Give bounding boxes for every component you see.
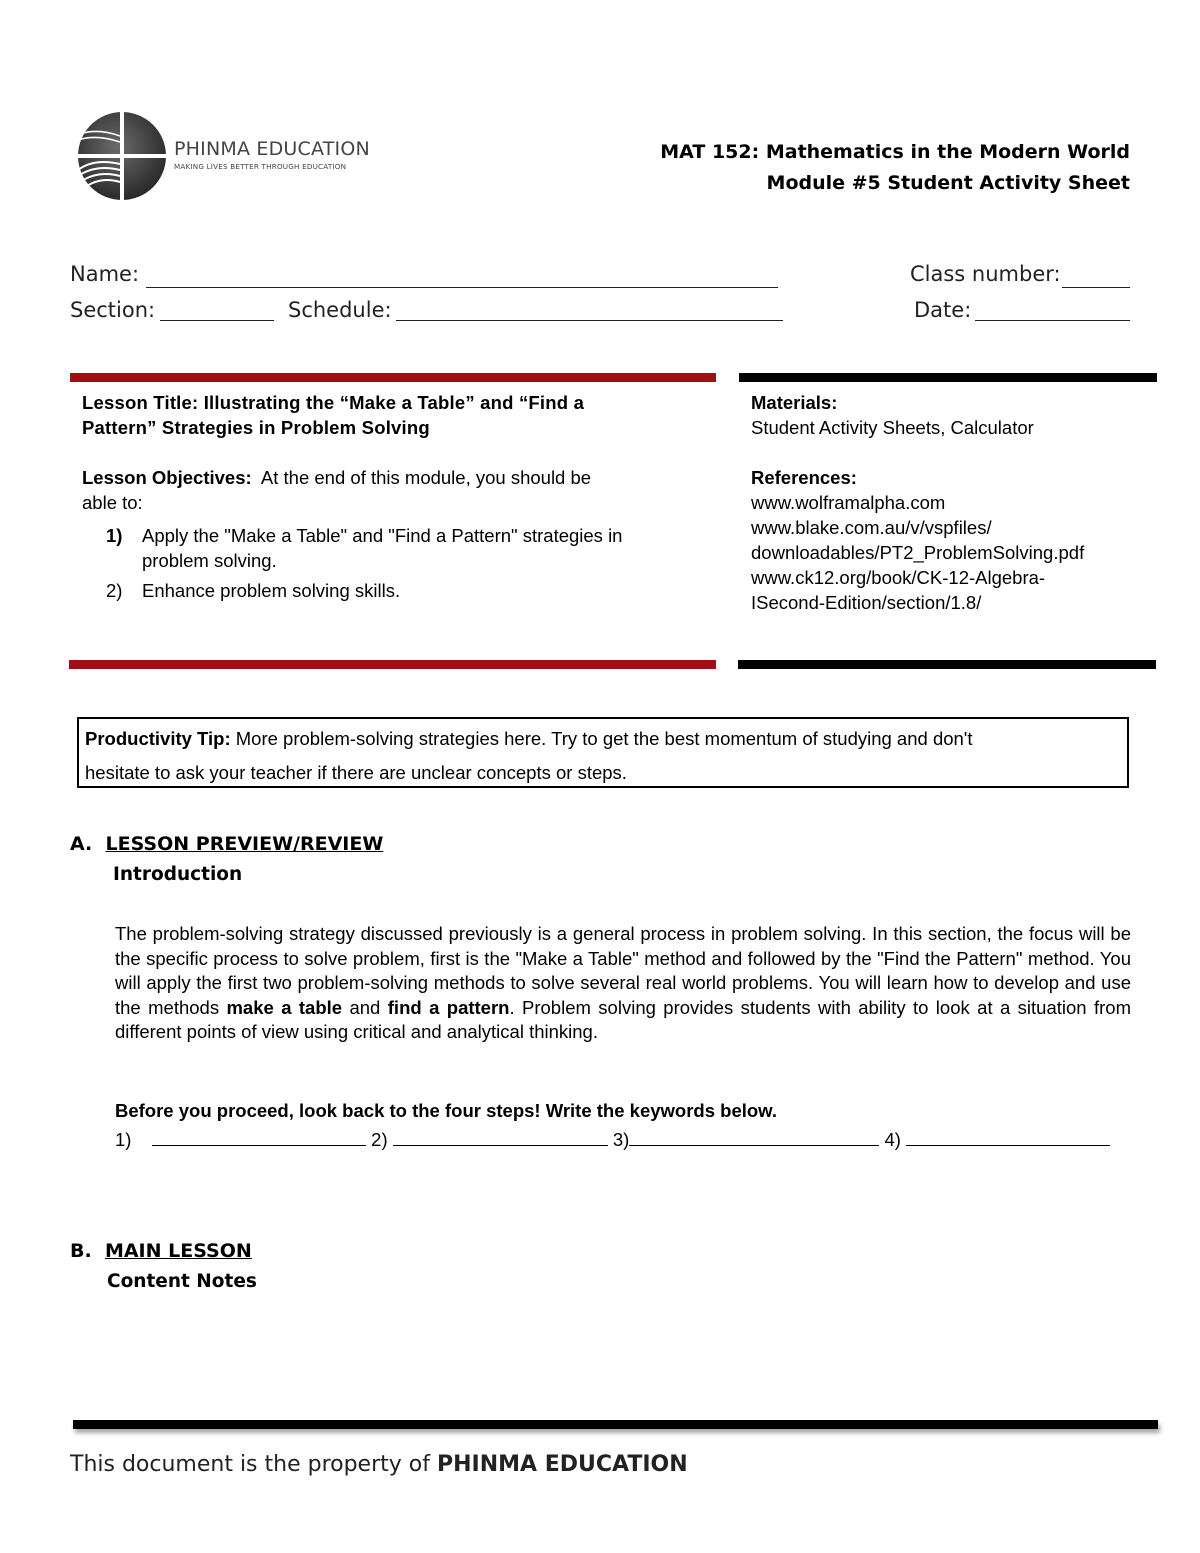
logo-text xyxy=(174,138,370,171)
lesson-info xyxy=(82,390,712,608)
keyword-blank-1[interactable] xyxy=(152,1128,366,1146)
introduction-paragraph: The problem-solving strategy discussed previously is a general process in problem solving. In this section, the focus will be the specific process to solve problem, first is the "Make a Table" method and followed by the "Find the Pattern" method. You will apply the first two problem-solving methods to solve several real world problems. You will learn how to develop and use the methods make a table and find a pattern. Problem solving provides students with ability to look at a situation from different points of view using critical and analytical thinking. xyxy=(115,923,1131,1042)
module-title: Module #5 Student Activity Sheet xyxy=(766,172,1130,194)
lesson-objectives: Lesson Objectives: At the end of this module, you should be able to: 1) Apply the "Make a Table" and "Find a Pattern" strategies in problem solving. 2) Enhance problem solving skills. xyxy=(82,465,712,603)
objectives-list xyxy=(82,523,712,603)
materials-info xyxy=(751,390,1151,615)
objective-item: 1) Apply the "Make a Table" and "Find a Pattern" strategies in problem solving. xyxy=(106,525,623,571)
footer-rule xyxy=(73,1420,1158,1429)
materials-bottom-rule xyxy=(738,660,1156,669)
keyword-blank-3[interactable] xyxy=(629,1128,879,1146)
section-label: Section: xyxy=(70,298,156,322)
materials-top-rule xyxy=(739,373,1157,382)
tip-label: Productivity Tip: xyxy=(85,728,231,749)
reference-link[interactable]: downloadables/PT2_ProblemSolving.pdf xyxy=(751,542,1085,563)
logo-name: PHINMA EDUCATION xyxy=(174,138,370,160)
class-number-label: Class number: xyxy=(910,262,1061,286)
lesson-bottom-rule xyxy=(69,660,716,669)
phinma-emblem-icon xyxy=(74,110,166,202)
date-label: Date: xyxy=(914,298,972,322)
tip-line-1: More problem-solving strategies here. Try to get the best momentum of studying and don't xyxy=(235,728,973,749)
productivity-tip-box xyxy=(77,717,1129,788)
keyword-blank-2[interactable] xyxy=(393,1128,608,1146)
class-number-field[interactable] xyxy=(1062,287,1130,288)
keywords-prompt: Before you proceed, look back to the four steps! Write the keywords below. xyxy=(115,1100,778,1121)
materials-value: Student Activity Sheets, Calculator xyxy=(751,417,1034,438)
references-label: References: xyxy=(751,467,857,488)
name-field[interactable] xyxy=(146,287,778,288)
reference-link[interactable]: www.blake.com.au/v/vspfiles/ xyxy=(751,517,992,538)
section-field[interactable] xyxy=(160,320,274,321)
phinma-logo xyxy=(74,110,374,202)
reference-link[interactable]: www.ck12.org/book/CK-12-Algebra- xyxy=(751,567,1046,588)
logo-tagline: MAKING LIVES BETTER THROUGH EDUCATION xyxy=(174,162,347,171)
footer-text: This document is the property of PHINMA EDUCATION xyxy=(70,1452,688,1477)
section-b-heading: B. MAIN LESSON xyxy=(70,1240,252,1262)
lesson-top-rule xyxy=(70,373,716,382)
schedule-field[interactable] xyxy=(396,320,783,321)
section-b-subtitle: Content Notes xyxy=(107,1271,257,1292)
name-label: Name: xyxy=(70,262,140,286)
tip-line-2: hesitate to ask your teacher if there are unclear concepts or steps. xyxy=(85,762,627,783)
course-title: MAT 152: Mathematics in the Modern World xyxy=(660,141,1130,163)
date-field[interactable] xyxy=(975,320,1130,321)
lesson-title: Lesson Title: Illustrating the “Make a Table” and “Find a Pattern” Strategies in Problem Solving xyxy=(82,392,585,438)
keyword-blank-4[interactable] xyxy=(906,1128,1110,1146)
schedule-label: Schedule: xyxy=(288,298,392,322)
objective-item: 2) Enhance problem solving skills. xyxy=(106,580,401,601)
section-a-heading: A. LESSON PREVIEW/REVIEW xyxy=(70,833,384,855)
reference-link[interactable]: ISecond-Edition/section/1.8/ xyxy=(751,592,982,613)
keywords-blanks: 1) 2) 3) 4) xyxy=(115,1128,1110,1151)
materials-label: Materials: xyxy=(751,392,838,413)
document-title xyxy=(660,137,1130,199)
reference-link[interactable]: www.wolframalpha.com xyxy=(751,492,946,513)
section-a-subtitle: Introduction xyxy=(113,864,243,885)
